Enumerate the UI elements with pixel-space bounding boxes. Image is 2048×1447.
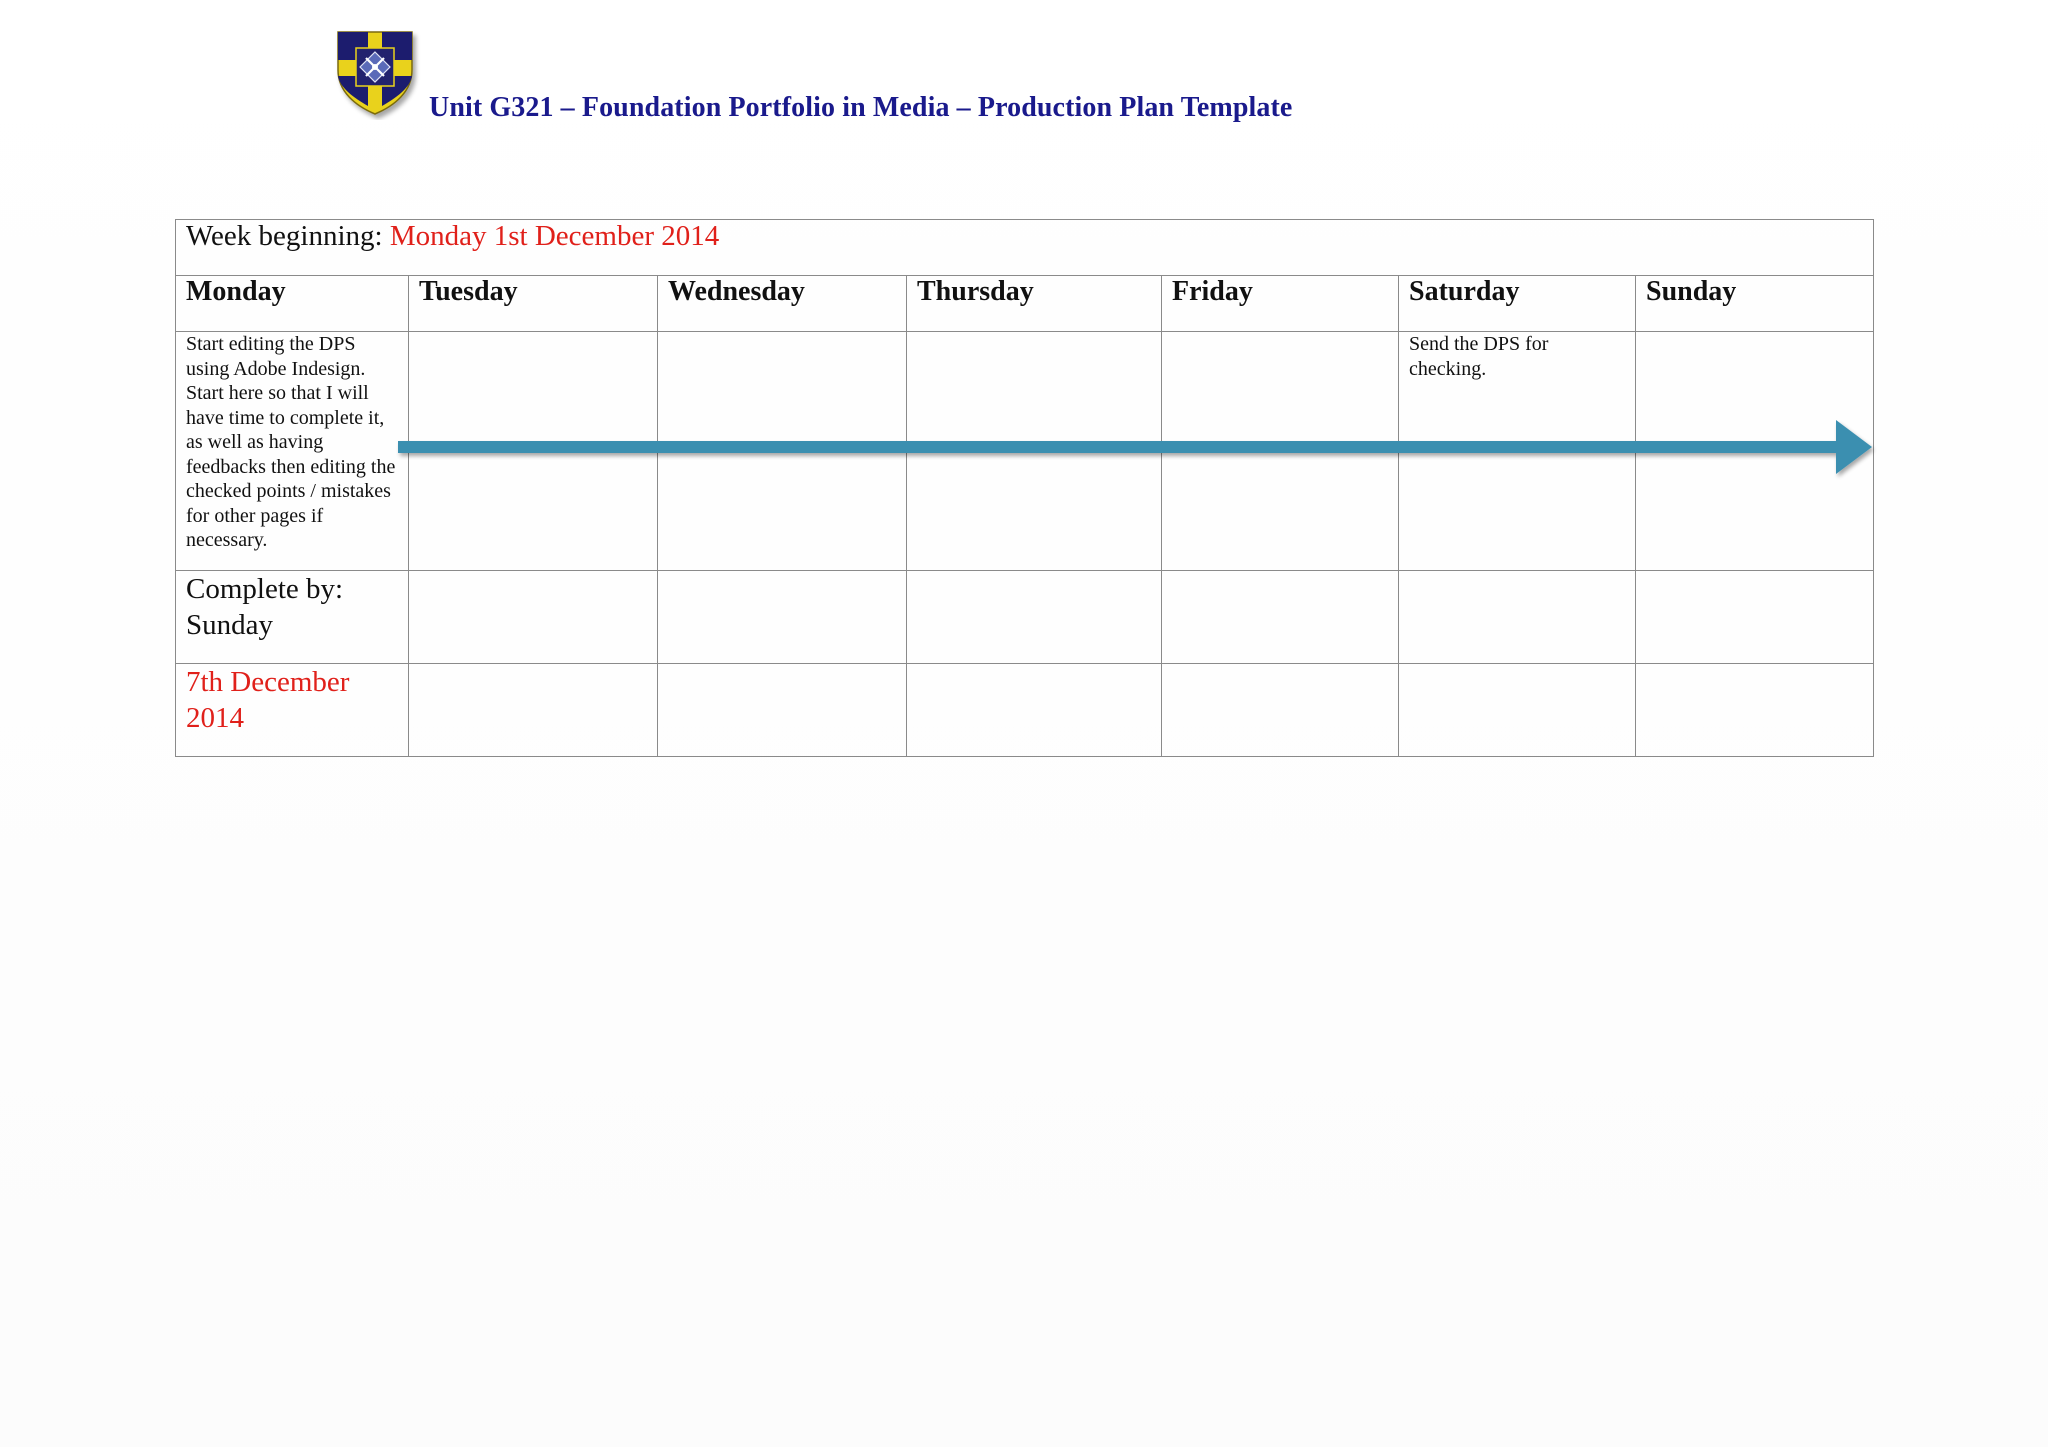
day-header-wednesday: Wednesday [658,276,907,332]
day-header-tuesday: Tuesday [409,276,658,332]
empty-cell [1636,571,1874,664]
empty-cell [1636,664,1874,757]
complete-date-row [176,664,1874,757]
empty-cell [1399,571,1636,664]
empty-cell [907,571,1162,664]
task-cell-monday: Start editing the DPS using Adobe Indesign. Start here so that I will have time to complete it, as well as having feedbacks then editing the checked points / mistakes for other pages if necessary. [176,332,409,571]
week-beginning-label: Week beginning: [186,220,390,252]
complete-by-date: 7th December 2014 [176,664,409,757]
day-header-saturday: Saturday [1399,276,1636,332]
empty-cell [1399,664,1636,757]
empty-cell [658,571,907,664]
empty-cell [409,664,658,757]
empty-cell [1162,664,1399,757]
complete-by-row [176,571,1874,664]
empty-cell [658,664,907,757]
empty-cell [1162,571,1399,664]
week-beginning-date: Monday 1st December 2014 [389,220,720,252]
school-crest-icon [330,26,422,120]
day-header-monday: Monday [176,276,409,332]
day-header-thursday: Thursday [907,276,1162,332]
week-row [176,220,1874,276]
timeline-arrow-icon [396,414,1874,484]
day-header-friday: Friday [1162,276,1399,332]
days-header-row [176,276,1874,332]
day-header-sunday: Sunday [1636,276,1874,332]
complete-by-label: Complete by: Sunday [176,571,409,664]
empty-cell [907,664,1162,757]
empty-cell [409,571,658,664]
week-beginning-cell [176,220,1874,276]
task-cell-saturday: Send the DPS for checking. [1399,332,1636,571]
production-plan-table [175,219,1874,757]
document-title: Unit G321 – Foundation Portfolio in Media – Production Plan Template [429,92,1293,123]
